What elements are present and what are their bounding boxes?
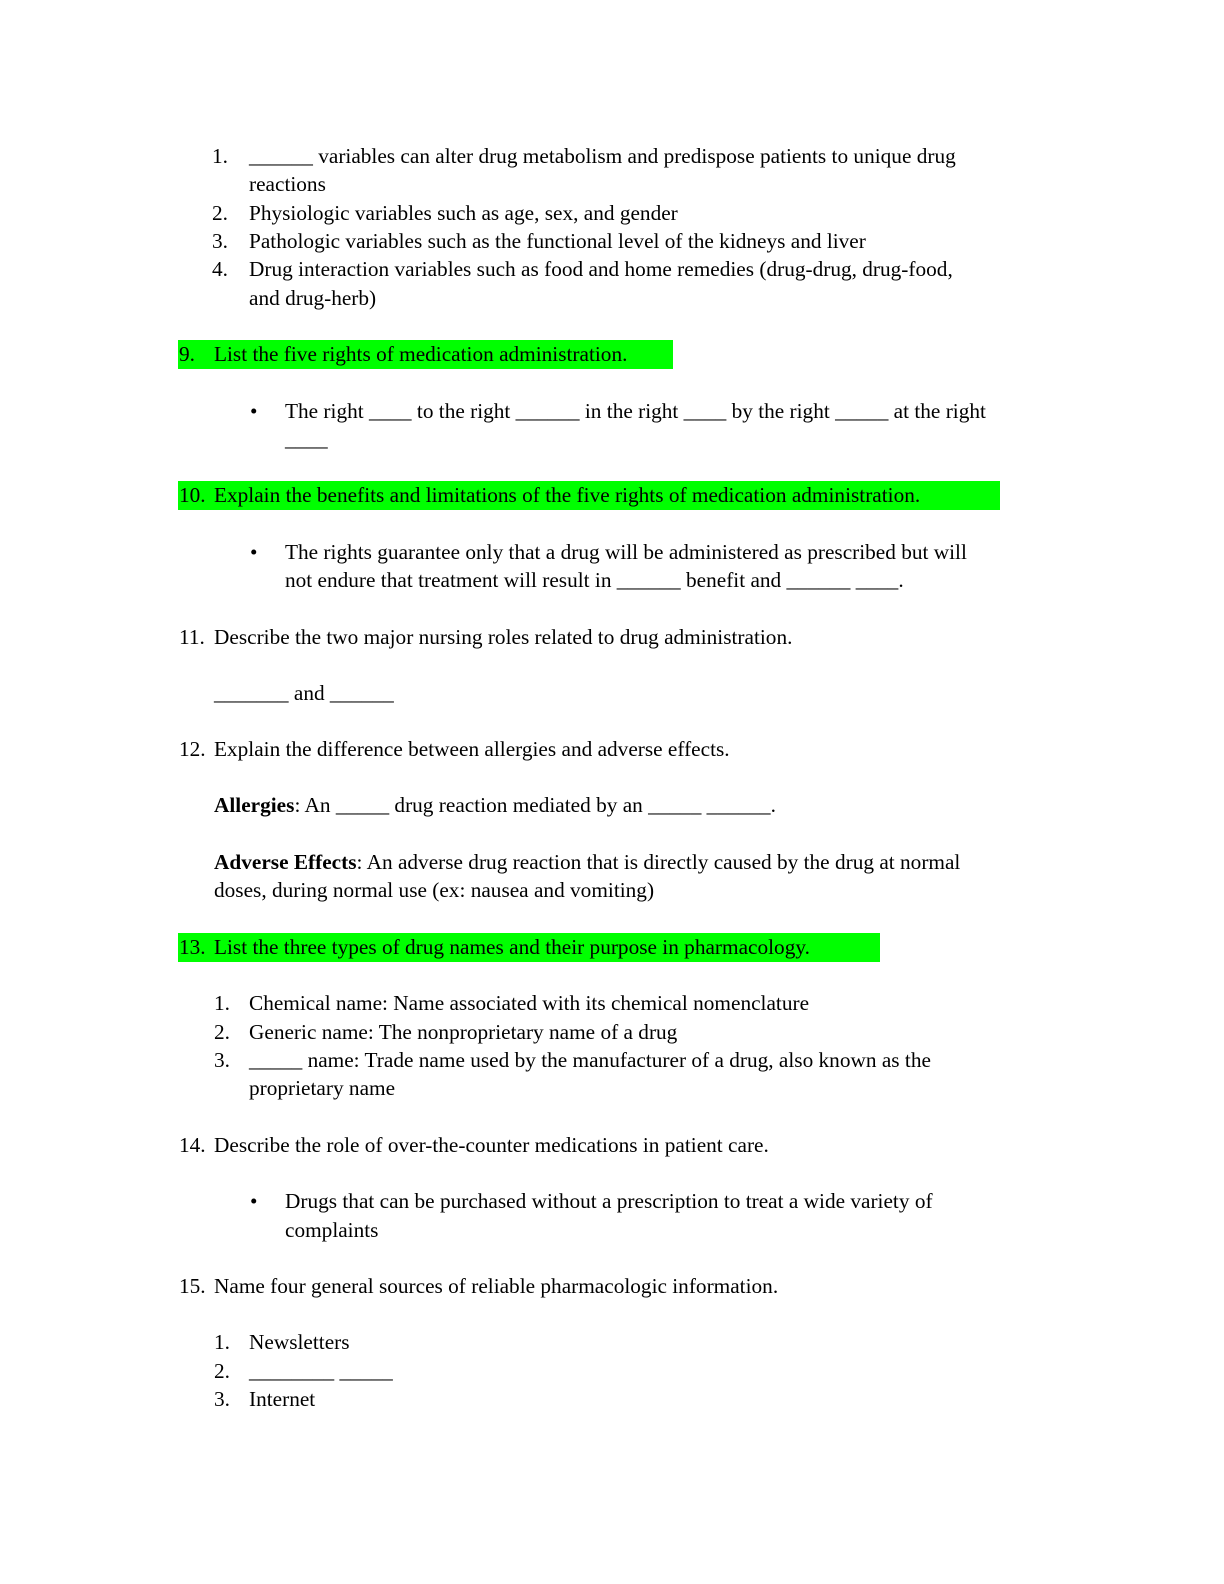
question-11-answer: _______ and ______ (214, 681, 394, 705)
question-10-answer: The rights guarantee only that a drug will be administered as prescribed but will (285, 540, 967, 564)
list-item-number: 4. (212, 257, 228, 281)
question-10-text: Explain the benefits and limitations of the five rights of medication administration. (214, 483, 921, 507)
bullet-icon: • (250, 540, 258, 564)
list-item-text-continued: proprietary name (249, 1076, 396, 1100)
question-15-text: Name four general sources of reliable pharmacologic information. (214, 1274, 779, 1298)
list-item-text: ______ variables can alter drug metabolism and predispose patients to unique drug (249, 144, 956, 168)
bullet-icon: • (250, 399, 258, 423)
question-9-answer: The right ____ to the right ______ in the right ____ by the right _____ at the right (285, 399, 986, 423)
list-item-text: Newsletters (249, 1330, 350, 1354)
list-item-number: 3. (212, 229, 228, 253)
adverse-effects-label: Adverse Effects (214, 850, 357, 874)
question-13-number: 13. (179, 935, 206, 959)
bullet-icon: • (250, 1189, 258, 1213)
adverse-effects-definition (214, 848, 960, 876)
list-item-text: Drug interaction variables such as food and home remedies (drug-drug, drug-food, (249, 257, 953, 281)
question-13-text: List the three types of drug names and their purpose in pharmacology. (214, 935, 810, 959)
question-9-text: List the five rights of medication administration. (214, 342, 628, 366)
list-item-text: Physiologic variables such as age, sex, and gender (249, 201, 678, 225)
allergies-label: Allergies (214, 793, 295, 817)
question-14-answer: Drugs that can be purchased without a prescription to treat a wide variety of (285, 1189, 933, 1213)
list-item-text: Pathologic variables such as the functional level of the kidneys and liver (249, 229, 866, 253)
list-item-number: 3. (214, 1387, 230, 1411)
list-item-text: Generic name: The nonproprietary name of a drug (249, 1020, 678, 1044)
question-12-text: Explain the difference between allergies and adverse effects. (214, 737, 730, 761)
list-item-text-continued: and drug-herb) (249, 286, 377, 310)
question-10-number: 10. (179, 483, 206, 507)
question-11-number: 11. (179, 625, 205, 649)
question-10-answer-continued: not endure that treatment will result in ______ benefit and ______ ____. (285, 568, 904, 592)
adverse-effects-text: : An adverse drug reaction that is directly caused by the drug at normal (356, 850, 961, 874)
question-14-number: 14. (179, 1133, 206, 1157)
list-item-text: Chemical name: Name associated with its chemical nomenclature (249, 991, 810, 1015)
list-item-number: 1. (214, 1330, 230, 1354)
list-item-number: 1. (214, 991, 230, 1015)
question-12-number: 12. (179, 737, 206, 761)
list-item-number: 2. (212, 201, 228, 225)
list-item-text: Internet (249, 1387, 316, 1411)
list-item-number: 2. (214, 1359, 230, 1383)
question-14-answer-continued: complaints (285, 1218, 379, 1242)
list-item-number: 3. (214, 1048, 230, 1072)
list-item-number: 1. (212, 144, 228, 168)
adverse-effects-text-continued: doses, during normal use (ex: nausea and vomiting) (214, 878, 655, 902)
list-item-number: 2. (214, 1020, 230, 1044)
question-9-number: 9. (179, 342, 195, 366)
list-item-text: _____ name: Trade name used by the manufacturer of a drug, also known as the (249, 1048, 931, 1072)
question-14-text: Describe the role of over-the-counter medications in patient care. (214, 1133, 769, 1157)
question-15-number: 15. (179, 1274, 206, 1298)
allergies-definition (214, 791, 776, 819)
allergies-text: : An _____ drug reaction mediated by an _____ ______. (294, 793, 776, 817)
question-11-text: Describe the two major nursing roles related to drug administration. (214, 625, 793, 649)
list-item-text: ________ _____ (249, 1359, 393, 1383)
question-9-answer-continued: ____ (285, 427, 328, 451)
list-item-text-continued: reactions (249, 172, 326, 196)
